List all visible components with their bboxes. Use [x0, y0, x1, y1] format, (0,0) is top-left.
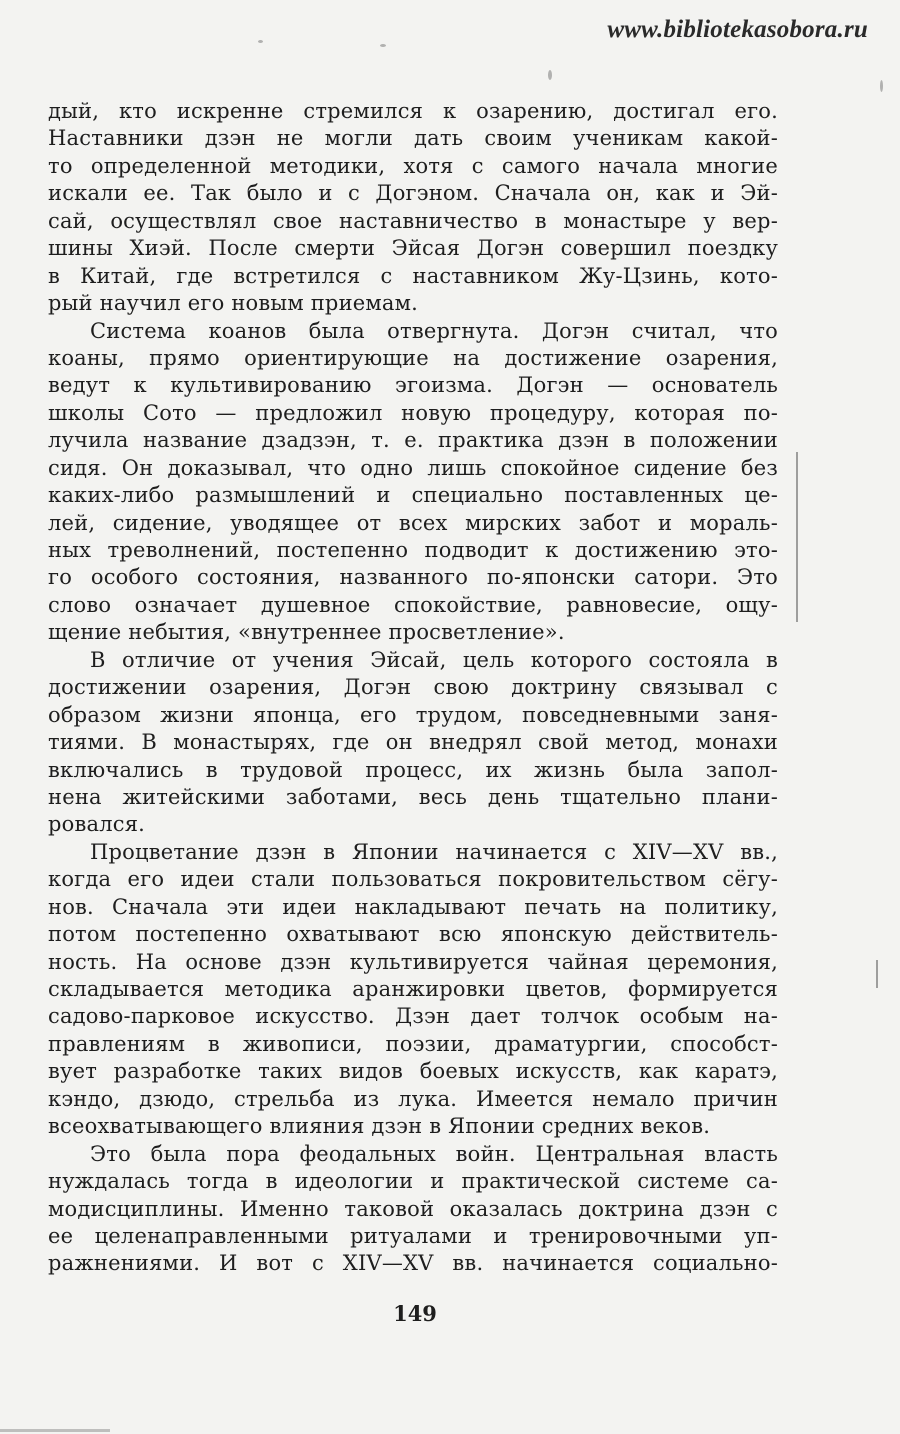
paragraph-start-line: Это была пора феодальных войн. Центральная власть [90, 1141, 778, 1166]
text-line: щение небытия, «внутреннее просветление». [48, 620, 565, 645]
text-line: ражнениями. И вот с XIV—XV вв. начинается социально- [48, 1251, 778, 1276]
text-line: достижении озарения, Догэн свою доктрину связывал с [48, 675, 778, 700]
text-line: ведут к культивированию эгоизма. Догэн — основатель [48, 373, 778, 398]
text-line: сидя. Он доказывал, что одно лишь спокойное сидение без [48, 455, 778, 480]
text-line: искали ее. Так было и с Догэном. Сначала он, как и Эй- [48, 181, 778, 206]
text-line: школы Сото — предложил новую процедуру, которая по- [48, 400, 778, 425]
text-line: нена житейскими заботами, весь день тщательно плани- [48, 784, 778, 809]
text-line: в Китай, где встретился с наставником Жу-Цзинь, кото- [48, 263, 778, 288]
page-number: 149 [393, 1301, 437, 1326]
paragraph-start-line: Система коанов была отвергнута. Догэн считал, что [90, 318, 778, 343]
text-line: сай, осуществлял свое наставничество в монастыре у вер- [48, 208, 778, 233]
text-line: дый, кто искренне стремился к озарению, достигал его. [48, 99, 778, 123]
text-line: потом постепенно охватывают всю японскую действитель- [48, 922, 778, 947]
scan-edge-mark [0, 1429, 110, 1432]
text-line: слово означает душевное спокойствие, равновесие, ощу- [48, 592, 778, 617]
text-line: то определенной методики, хотя с самого начала многие [48, 153, 778, 178]
text-line: модисциплины. Именно таковой оказалась доктрина дзэн с [48, 1196, 778, 1221]
text-line: вует разработке таких видов боевых искусств, как каратэ, [48, 1059, 778, 1084]
text-line: лучила название дзадзэн, т. е. практика дзэн в положении [48, 428, 778, 453]
margin-line-mark [876, 960, 878, 988]
text-line: складывается методика аранжировки цветов, формируется [48, 977, 778, 1001]
text-line: нуждалась тогда в идеологии и практической системе са- [48, 1169, 778, 1194]
paragraph-start-line: В отличие от учения Эйсай, цель которого состояла в [90, 647, 778, 672]
text-line: ность. На основе дзэн культивируется чайная церемония, [48, 949, 778, 974]
text-line: ных треволнений, постепенно подводит к достижению это- [48, 538, 778, 562]
text-line: включались в трудовой процесс, их жизнь была запол- [48, 757, 778, 782]
paragraph-start-line: Процветание дзэн в Японии начинается с XIV—XV вв., [90, 839, 778, 864]
text-line: ровался. [48, 812, 146, 837]
text-line: рый научил его новым приемам. [48, 291, 419, 316]
text-line: го особого состояния, названного по-японски сатори. Это [48, 565, 778, 590]
site-watermark: www.bibliotekasobora.ru [607, 16, 868, 43]
text-line: садово-парковое искусство. Дзэн дает толчок особым на- [48, 1004, 778, 1029]
text-line: Наставники дзэн не могли дать своим ученикам какой- [48, 126, 778, 151]
text-line: ее целенаправленными ритуалами и тренировочными уп- [48, 1223, 778, 1248]
book-page-text [48, 98, 778, 1278]
text-line: правлениям в живописи, поэзии, драматургии, способст- [48, 1031, 778, 1056]
scan-speck [380, 44, 386, 47]
scan-speck [258, 40, 263, 43]
text-line: шины Хиэй. После смерти Эйсая Догэн совершил поездку [48, 236, 778, 261]
text-line: коаны, прямо ориентирующие на достижение озарения, [48, 345, 778, 370]
text-line: тиями. В монастырях, где он внедрял свой метод, монахи [48, 730, 778, 755]
text-line: нов. Сначала эти идеи накладывают печать на политику, [48, 894, 778, 919]
scan-speck [880, 80, 883, 92]
text-line: образом жизни японца, его трудом, повседневными заня- [48, 702, 778, 727]
text-line: всеохватывающего влияния дзэн в Японии средних веков. [48, 1114, 711, 1139]
text-line: кэндо, дзюдо, стрельба из лука. Имеется немало причин [48, 1086, 778, 1111]
margin-line-mark [796, 452, 798, 622]
scan-speck [548, 70, 552, 80]
text-line: каких-либо размышлений и специально поставленных це- [48, 483, 778, 508]
text-line: лей, сидение, уводящее от всех мирских забот и мораль- [48, 510, 778, 535]
text-line: когда его идеи стали пользоваться покровительством сёгу- [48, 867, 778, 892]
